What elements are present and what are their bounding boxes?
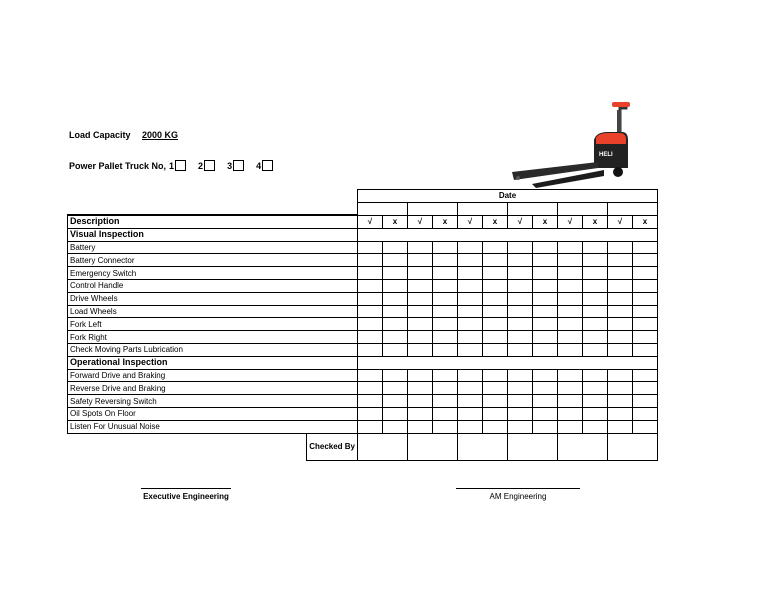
check-cell[interactable]	[633, 241, 658, 254]
check-cell[interactable]	[558, 408, 583, 421]
check-cell[interactable]	[483, 292, 508, 305]
item-label: Forward Drive and Braking	[68, 369, 358, 382]
check-cell[interactable]	[483, 241, 508, 254]
check-cell[interactable]	[483, 254, 508, 267]
section-title: Operational Inspection	[68, 356, 358, 369]
checked-by-cell[interactable]	[608, 433, 658, 460]
check-cell[interactable]	[383, 331, 408, 344]
check-cell[interactable]	[458, 267, 483, 280]
check-cell[interactable]	[408, 344, 433, 357]
truck-2-checkbox[interactable]	[204, 160, 215, 171]
check-cell[interactable]	[608, 395, 633, 408]
check-cell[interactable]	[458, 408, 483, 421]
check-cell[interactable]	[633, 408, 658, 421]
check-cell[interactable]	[608, 241, 633, 254]
mark-header: √	[408, 215, 433, 228]
check-cell[interactable]	[508, 395, 533, 408]
checked-by-cell[interactable]	[358, 433, 408, 460]
check-cell[interactable]	[483, 267, 508, 280]
check-cell[interactable]	[433, 369, 458, 382]
check-cell[interactable]	[458, 280, 483, 293]
signature-line-right	[456, 488, 580, 489]
check-cell[interactable]	[358, 408, 383, 421]
check-cell[interactable]	[583, 331, 608, 344]
check-cell[interactable]	[533, 408, 558, 421]
check-cell[interactable]	[383, 280, 408, 293]
check-cell[interactable]	[633, 420, 658, 433]
check-cell[interactable]	[408, 408, 433, 421]
pallet-truck-icon	[508, 100, 632, 188]
check-cell[interactable]	[408, 254, 433, 267]
check-cell[interactable]	[583, 305, 608, 318]
item-label: Fork Right	[68, 331, 358, 344]
check-cell[interactable]	[458, 254, 483, 267]
check-cell[interactable]	[583, 318, 608, 331]
signature-label-left: Executive Engineering	[143, 492, 229, 501]
check-cell[interactable]	[383, 420, 408, 433]
check-cell[interactable]	[483, 280, 508, 293]
check-cell[interactable]	[533, 382, 558, 395]
check-cell[interactable]	[483, 344, 508, 357]
table-row	[68, 280, 658, 293]
checked-by-label: Checked By	[307, 433, 358, 460]
check-cell[interactable]	[633, 280, 658, 293]
section-title: Visual Inspection	[68, 228, 358, 241]
item-label: Load Wheels	[68, 305, 358, 318]
item-label: Battery	[68, 241, 358, 254]
check-cell[interactable]	[508, 344, 533, 357]
check-cell[interactable]	[583, 395, 608, 408]
check-cell[interactable]	[633, 369, 658, 382]
check-cell[interactable]	[633, 254, 658, 267]
load-capacity-label: Load Capacity	[69, 130, 131, 140]
check-cell[interactable]	[583, 369, 608, 382]
check-cell[interactable]	[533, 305, 558, 318]
check-cell[interactable]	[583, 292, 608, 305]
check-cell[interactable]	[608, 254, 633, 267]
check-cell[interactable]	[433, 318, 458, 331]
check-cell[interactable]	[358, 382, 383, 395]
table-row	[68, 241, 658, 254]
check-cell[interactable]	[358, 254, 383, 267]
check-cell[interactable]	[458, 292, 483, 305]
check-cell[interactable]	[508, 241, 533, 254]
check-cell[interactable]	[383, 305, 408, 318]
check-cell[interactable]	[533, 292, 558, 305]
truck-4-checkbox[interactable]	[262, 160, 273, 171]
check-cell[interactable]	[558, 331, 583, 344]
item-label: Oil Spots On Floor	[68, 408, 358, 421]
table-row	[68, 344, 658, 357]
check-cell[interactable]	[533, 395, 558, 408]
check-cell[interactable]	[608, 331, 633, 344]
check-cell[interactable]	[608, 280, 633, 293]
check-cell[interactable]	[433, 241, 458, 254]
check-cell[interactable]	[383, 292, 408, 305]
check-cell[interactable]	[383, 395, 408, 408]
check-cell[interactable]	[558, 267, 583, 280]
item-label: Check Moving Parts Lubrication	[68, 344, 358, 357]
check-cell[interactable]	[383, 382, 408, 395]
date-entry-cell[interactable]	[358, 202, 408, 215]
check-cell[interactable]	[358, 280, 383, 293]
check-cell[interactable]	[558, 292, 583, 305]
table-row	[68, 382, 658, 395]
check-cell[interactable]	[358, 267, 383, 280]
check-cell[interactable]	[408, 241, 433, 254]
check-cell[interactable]	[633, 267, 658, 280]
check-cell[interactable]	[583, 241, 608, 254]
check-cell[interactable]	[358, 344, 383, 357]
check-cell[interactable]	[608, 369, 633, 382]
check-cell[interactable]	[583, 280, 608, 293]
mark-header: √	[458, 215, 483, 228]
check-cell[interactable]	[583, 254, 608, 267]
check-cell[interactable]	[358, 369, 383, 382]
item-label: Safety Reversing Switch	[68, 395, 358, 408]
section-row	[68, 356, 658, 369]
check-cell[interactable]	[408, 292, 433, 305]
check-cell[interactable]	[358, 420, 383, 433]
table-row	[68, 331, 658, 344]
date-entry-cell[interactable]	[558, 202, 608, 215]
check-cell[interactable]	[558, 420, 583, 433]
checked-by-cell[interactable]	[458, 433, 508, 460]
check-cell[interactable]	[383, 254, 408, 267]
check-cell[interactable]	[508, 331, 533, 344]
section-row	[68, 228, 658, 241]
check-cell[interactable]	[383, 408, 408, 421]
date-entry-cell[interactable]	[508, 202, 558, 215]
check-cell[interactable]	[533, 267, 558, 280]
table-row	[68, 254, 658, 267]
mark-header: x	[633, 215, 658, 228]
check-cell[interactable]	[483, 382, 508, 395]
check-cell[interactable]	[383, 369, 408, 382]
item-label: Control Handle	[68, 280, 358, 293]
signature-label-right: AM Engineering	[489, 492, 547, 501]
blank-cell	[68, 190, 358, 203]
check-cell[interactable]	[608, 305, 633, 318]
check-cell[interactable]	[358, 292, 383, 305]
truck-1-checkbox[interactable]	[175, 160, 186, 171]
date-entry-cell[interactable]	[408, 202, 458, 215]
check-cell[interactable]	[608, 292, 633, 305]
mark-header: √	[358, 215, 383, 228]
signature-line-left	[141, 488, 231, 489]
check-cell[interactable]	[408, 331, 433, 344]
check-cell[interactable]	[433, 395, 458, 408]
check-cell[interactable]	[433, 344, 458, 357]
check-cell[interactable]	[633, 292, 658, 305]
check-cell[interactable]	[458, 344, 483, 357]
check-cell[interactable]	[608, 318, 633, 331]
item-label: Battery Connector	[68, 254, 358, 267]
item-label: Listen For Unusual Noise	[68, 420, 358, 433]
check-cell[interactable]	[433, 280, 458, 293]
checked-by-cell[interactable]	[558, 433, 608, 460]
table-row	[68, 305, 658, 318]
check-cell[interactable]	[458, 420, 483, 433]
check-cell[interactable]	[358, 305, 383, 318]
check-cell[interactable]	[608, 382, 633, 395]
mark-header: x	[383, 215, 408, 228]
check-cell[interactable]	[533, 241, 558, 254]
check-cell[interactable]	[383, 267, 408, 280]
check-cell[interactable]	[358, 331, 383, 344]
check-cell[interactable]	[558, 382, 583, 395]
check-cell[interactable]	[383, 241, 408, 254]
check-cell[interactable]	[483, 369, 508, 382]
column-header-row	[68, 215, 658, 228]
check-cell[interactable]	[633, 344, 658, 357]
check-cell[interactable]	[408, 395, 433, 408]
truck-3-checkbox[interactable]	[233, 160, 244, 171]
check-cell[interactable]	[408, 420, 433, 433]
check-cell[interactable]	[608, 267, 633, 280]
mark-header: √	[608, 215, 633, 228]
mark-header: √	[508, 215, 533, 228]
check-cell[interactable]	[583, 408, 608, 421]
check-cell[interactable]	[558, 254, 583, 267]
mark-header: x	[483, 215, 508, 228]
truck-number-1: 1	[169, 160, 175, 171]
check-cell[interactable]	[433, 254, 458, 267]
check-cell[interactable]	[583, 382, 608, 395]
check-cell[interactable]	[433, 331, 458, 344]
check-cell[interactable]	[633, 318, 658, 331]
date-entry-cell[interactable]	[458, 202, 508, 215]
table-row	[68, 318, 658, 331]
check-cell[interactable]	[483, 305, 508, 318]
table-row	[68, 408, 658, 421]
inspection-table	[67, 189, 658, 461]
check-cell[interactable]	[408, 305, 433, 318]
check-cell[interactable]	[508, 305, 533, 318]
truck-number-2: 2	[198, 160, 204, 171]
check-cell[interactable]	[408, 318, 433, 331]
check-cell[interactable]	[558, 305, 583, 318]
check-cell[interactable]	[533, 331, 558, 344]
check-cell[interactable]	[408, 382, 433, 395]
check-cell[interactable]	[458, 382, 483, 395]
check-cell[interactable]	[533, 318, 558, 331]
check-cell[interactable]	[533, 254, 558, 267]
check-cell[interactable]	[458, 318, 483, 331]
table-row	[68, 420, 658, 433]
check-cell[interactable]	[433, 420, 458, 433]
check-cell[interactable]	[633, 382, 658, 395]
check-cell[interactable]	[533, 344, 558, 357]
check-cell[interactable]	[583, 344, 608, 357]
check-cell[interactable]	[508, 408, 533, 421]
check-cell[interactable]	[458, 241, 483, 254]
check-cell[interactable]	[633, 305, 658, 318]
item-label: Fork Left	[68, 318, 358, 331]
check-cell[interactable]	[458, 395, 483, 408]
table-row	[68, 369, 658, 382]
check-cell[interactable]	[358, 241, 383, 254]
blank-cell	[68, 202, 358, 215]
checked-by-cell[interactable]	[408, 433, 458, 460]
check-cell[interactable]	[483, 331, 508, 344]
check-cell[interactable]	[483, 420, 508, 433]
check-cell[interactable]	[533, 280, 558, 293]
date-entry-row	[68, 202, 658, 215]
check-cell[interactable]	[508, 318, 533, 331]
check-cell[interactable]	[433, 382, 458, 395]
check-cell[interactable]	[508, 254, 533, 267]
check-cell[interactable]	[533, 420, 558, 433]
svg-text:HELI: HELI	[599, 152, 613, 158]
check-cell[interactable]	[458, 305, 483, 318]
check-cell[interactable]	[433, 305, 458, 318]
item-label: Emergency Switch	[68, 267, 358, 280]
section-blank	[358, 356, 658, 369]
check-cell[interactable]	[508, 292, 533, 305]
check-cell[interactable]	[458, 331, 483, 344]
check-cell[interactable]	[508, 382, 533, 395]
check-cell[interactable]	[583, 267, 608, 280]
mark-header: x	[533, 215, 558, 228]
check-cell[interactable]	[633, 395, 658, 408]
section-blank	[358, 228, 658, 241]
date-header: Date	[358, 190, 658, 203]
check-cell[interactable]	[433, 267, 458, 280]
check-cell[interactable]	[383, 318, 408, 331]
check-cell[interactable]	[433, 292, 458, 305]
check-cell[interactable]	[508, 280, 533, 293]
check-cell[interactable]	[608, 408, 633, 421]
check-cell[interactable]	[558, 344, 583, 357]
check-cell[interactable]	[558, 241, 583, 254]
check-cell[interactable]	[483, 395, 508, 408]
table-row	[68, 267, 658, 280]
checked-by-cell[interactable]	[508, 433, 558, 460]
check-cell[interactable]	[558, 280, 583, 293]
table-row	[68, 292, 658, 305]
check-cell[interactable]	[633, 331, 658, 344]
table-row	[68, 395, 658, 408]
description-header: Description	[68, 215, 358, 228]
check-cell[interactable]	[508, 420, 533, 433]
check-cell[interactable]	[558, 369, 583, 382]
check-cell[interactable]	[408, 267, 433, 280]
check-cell[interactable]	[533, 369, 558, 382]
item-label: Reverse Drive and Braking	[68, 382, 358, 395]
checked-by-row	[68, 433, 658, 460]
check-cell[interactable]	[608, 420, 633, 433]
check-cell[interactable]	[483, 318, 508, 331]
load-capacity-value: 2000 KG	[142, 130, 179, 140]
mark-header: x	[433, 215, 458, 228]
check-cell[interactable]	[558, 395, 583, 408]
check-cell[interactable]	[433, 408, 458, 421]
item-label: Drive Wheels	[68, 292, 358, 305]
check-cell[interactable]	[508, 369, 533, 382]
check-cell[interactable]	[458, 369, 483, 382]
date-header-row	[68, 190, 658, 203]
check-cell[interactable]	[508, 267, 533, 280]
date-entry-cell[interactable]	[608, 202, 658, 215]
check-cell[interactable]	[483, 408, 508, 421]
check-cell[interactable]	[383, 344, 408, 357]
check-cell[interactable]	[358, 395, 383, 408]
mark-header: x	[583, 215, 608, 228]
pallet-truck-label: Power Pallet Truck No,	[69, 160, 167, 171]
check-cell[interactable]	[583, 420, 608, 433]
pallet-truck-row	[69, 160, 285, 171]
check-cell[interactable]	[408, 280, 433, 293]
check-cell[interactable]	[558, 318, 583, 331]
truck-number-4: 4	[256, 160, 262, 171]
mark-header: √	[558, 215, 583, 228]
truck-number-3: 3	[227, 160, 233, 171]
check-cell[interactable]	[358, 318, 383, 331]
check-cell[interactable]	[408, 369, 433, 382]
blank-cell	[68, 433, 307, 460]
check-cell[interactable]	[608, 344, 633, 357]
